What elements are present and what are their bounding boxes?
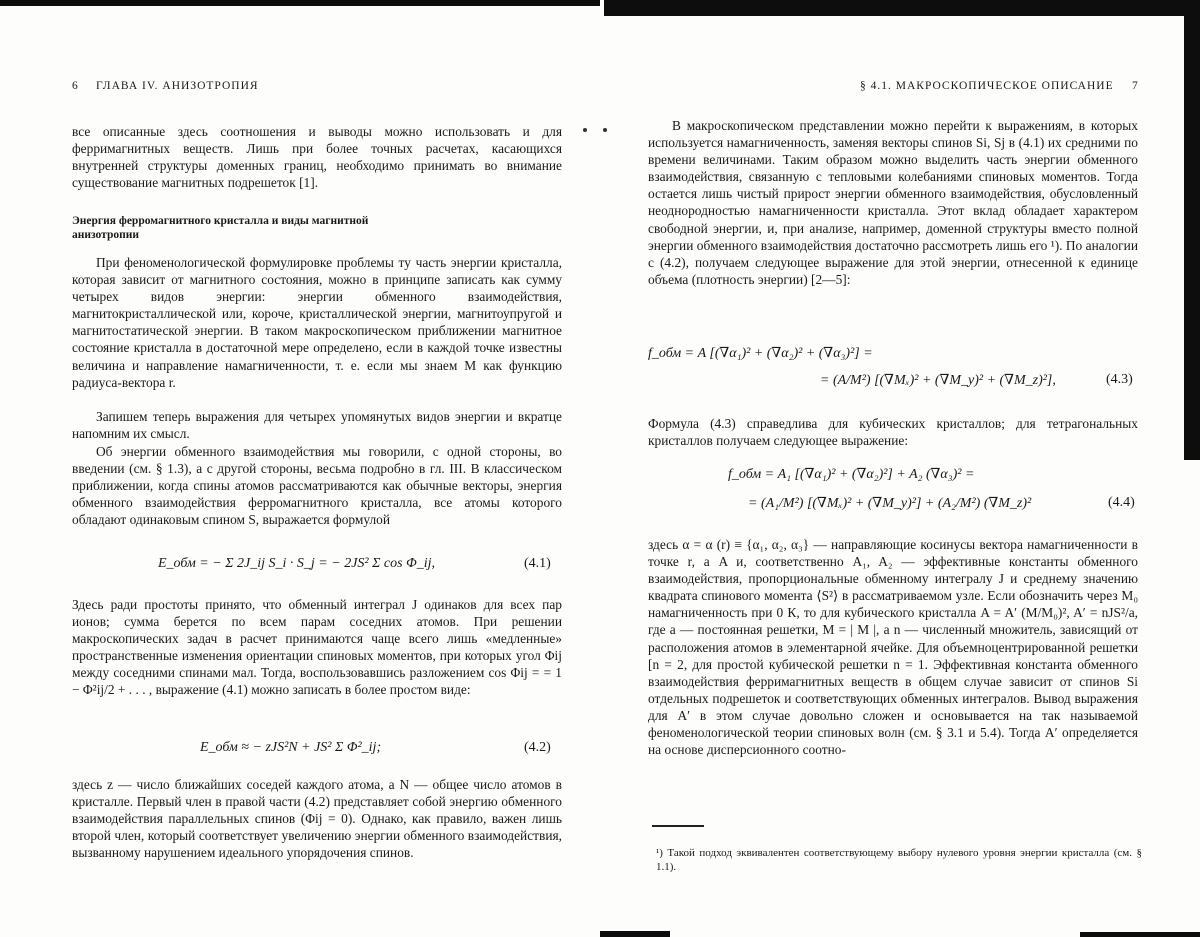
paragraph-3: здесь α = α (r) ≡ {α₁, α₂, α₃} — направляющие косинусы вектора намагниченности в точке r, а A и, соответственно A₁, A₂ — эффективные константы обменного взаимодействия, пропорциональные обменному интегралу J и среднему значению квадрата спинового момента ⟨S²⟩ в рассматриваемом узле. Если обозначить через M₀ намагниченность при 0 К, то для кубического кристалла A = A′ (M/M₀)², A′ = nJS²/a, где a — постоянная решетки, M = | M |, а n — численный множитель, зависящий от расположения атомов в элементарной ячейке. Для объемноцентрированной решетки [n = 2, для простой кубической решетки n = 1. Эффективная константа обменного взаимодействия ферримагнитных веществ в общем случае зависит от спинов Si отдельных подрешеток и соответствующих обменных интегралов. Вывод выражения для A′ в этом случае довольно сложен и основывается на так называемой феноменологической теории спиновых волн (см. § 3.1 и 5.4). Тогда A′ определяется на основе дисперсионного соотно-: [648, 537, 1138, 758]
equation-4-1-number: (4.1): [524, 556, 551, 571]
paragraph-1: При феноменологической формулировке проблемы ту часть энергии кристалла, которая зависит от магнитного состояния, можно в принципе записать как сумму четырех видов энергии: энергии обменного взаимодействия, магнитокристаллической или, короче, кристаллической энергии, магнитоупругой и магнитостатической энергии. В таком макроскопическом приближении магнитное состояние кристалла в достаточной мере определено, если в каждой точке известны величина и направление намагниченности, т. е. если мы знаем M как функцию радиуса-вектора r.: [72, 255, 562, 390]
paragraph-5: здесь z — число ближайших соседей каждого атома, а N — общее число атомов в кристалле. Первый член в правой части (4.2) представляет собой энергию обменного взаимодействия параллельных спинов (Φij = 0). Однако, как правило, важен лишь второй член, который соответствует увеличению энергии обменного взаимодействия, вызванному нарушением идеального упорядочения спинов.: [72, 777, 562, 861]
equation-4-3-line-1: f_обм = A [(∇α₁)² + (∇α₂)² + (∇α₃)²] =: [648, 346, 873, 361]
page-number-right: 7: [1132, 80, 1139, 92]
paragraph-2: Формула (4.3) справедлива для кубических кристаллов; для тетрагональных кристаллов получаем следующее выражение:: [648, 416, 1138, 449]
running-header-right: § 4.1. МАКРОСКОПИЧЕСКОЕ ОПИСАНИЕ: [860, 80, 1114, 92]
equation-4-1: E_обм = − Σ 2J_ij S_i · S_j = − 2JS² Σ cos Φ_ij,: [158, 556, 436, 571]
right-page: [600, 0, 1200, 937]
equation-4-2-number: (4.2): [524, 740, 551, 755]
equation-4-3-number: (4.3): [1106, 372, 1133, 387]
footnote: ¹) Такой подход эквивалентен соответствующему выбору нулевого уровня энергии кристалла (см. § 1.1).: [656, 847, 1142, 873]
paragraph-2: Запишем теперь выражения для четырех упомянутых видов энергии и вкратце напомним их смысл.: [72, 409, 562, 442]
equation-4-4-number: (4.4): [1108, 495, 1135, 510]
intro-paragraph: все описанные здесь соотношения и выводы можно использовать и для ферримагнитных веществ. Лишь при более точных расчетах, касающихся внутренней структуры доменных границ, необходимо принимать во внимание существование магнитных подрешеток [1].: [72, 124, 562, 191]
equation-4-4-line-2: = (A₁/M²) [(∇Mₓ)² + (∇M_y)²] + (A₂/M²) (∇M_z)²: [748, 496, 1032, 511]
paragraph-4: Здесь ради простоты принято, что обменный интеграл J одинаков для всех пар ионов; сумма берется по всем парам соседних атомов. При решении макроскопических задач в расчет принимаются чаще всего лишь «медленные» пространственные изменения ориентации спиновых моментов, при которых угол Φij между соседними спинами мал. Тогда, воспользовавшись разложением cos Φij = = 1 − Φ²ij/2 + . . . , выражение (4.1) можно записать в более простом виде:: [72, 597, 562, 698]
equation-4-2: E_обм ≈ − zJS²N + JS² Σ Φ²_ij;: [200, 740, 382, 755]
section-heading: Энергия ферромагнитного кристалла и виды магнитной анизотропии: [72, 215, 369, 241]
paragraph-1: В макроскопическом представлении можно перейти к выражениям, в которых используется намагниченность, заменяя векторы спинов Si, Sj в (4.1) их средними по времени величинами. Таким образом можно выделить часть энергии обменного взаимодействия, связанную с тепловыми колебаниями спиновых моментов. Тогда остается лишь чистый прирост энергии обменного взаимодействия, обусловленный неоднородностью намагниченности кристалла. Этот вклад обладает характером свободной энергии, и, при анализе, например, доменной структуры вместо полной энергии обменного взаимодействия достаточно рассмотреть лишь его ¹). По аналогии с (4.2), получаем следующее выражение для этой энергии, отнесенной к единице объема (плотность энергии) [2—5]:: [648, 118, 1138, 287]
footnote-rule: [652, 825, 704, 827]
page-number-left: 6: [72, 80, 79, 92]
running-header-left: ГЛАВА IV. АНИЗОТРОПИЯ: [96, 80, 259, 92]
paragraph-3: Об энергии обменного взаимодействия мы говорили, с одной стороны, во введении (см. § 1.3), а с другой стороны, весьма подробно в гл. III. В классическом приближении, когда спины атомов рассматриваются как обычные векторы, энергия обменного взаимодействия ферромагнитного кристалла, все атомы которого обладают одинаковым спином S, выражается формулой: [72, 444, 562, 528]
equation-4-4-line-1: f_обм = A₁ [(∇α₁)² + (∇α₂)²] + A₂ (∇α₃)² =: [728, 467, 975, 482]
equation-4-3-line-2: = (A/M²) [(∇Mₓ)² + (∇M_y)² + (∇M_z)²],: [820, 373, 1056, 388]
